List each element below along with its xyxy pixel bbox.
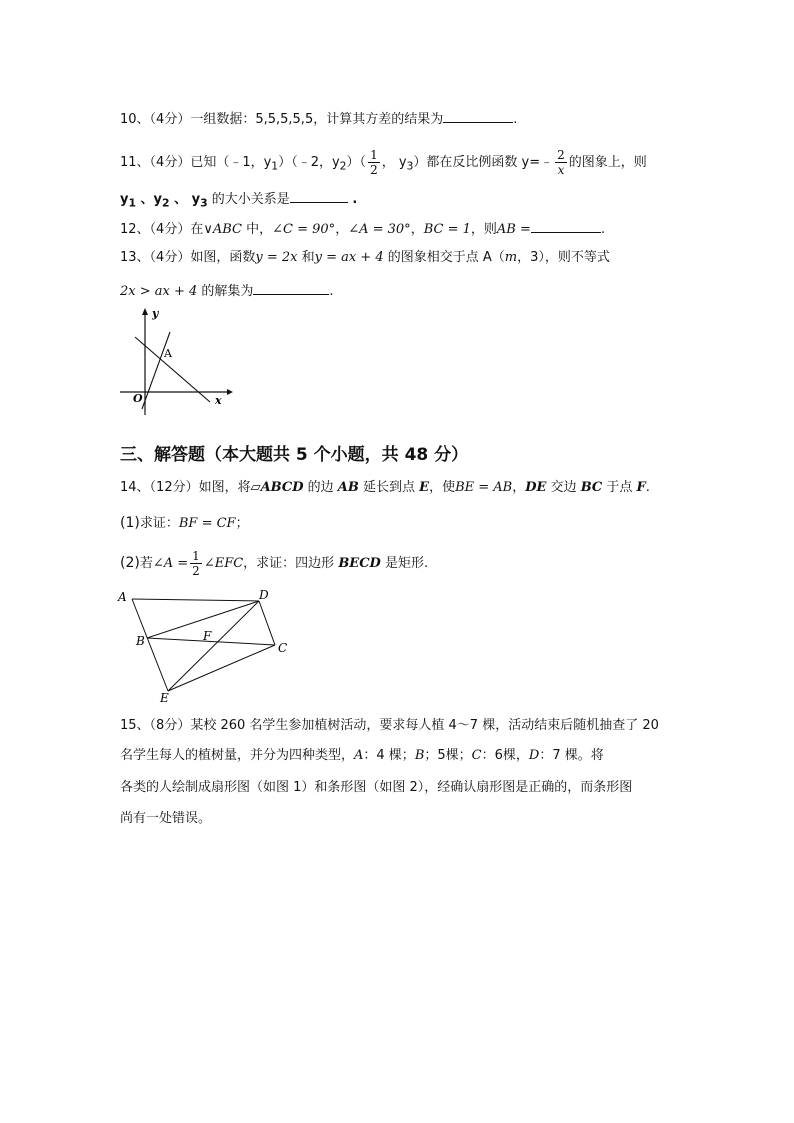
q13-graph-figure [115, 305, 240, 415]
question-10: 10、（4分）一组数据：5,5,5,5,5，计算其方差的结果为 . [120, 108, 517, 130]
question-text: 一组数据：5,5,5,5,5，计算其方差的结果为 [190, 112, 444, 127]
fraction-one-half: $\frac{1}{2}$ [370, 148, 378, 177]
line-y-2x [142, 332, 170, 409]
label-f: F [203, 629, 212, 643]
question-15-line-2: 名学生每人的植树量，并分为四种类型，A：4 棵；B；5棵；C：6棵，D：7 棵。将 [120, 748, 604, 763]
question-11: 11、（4分）已知（﹣1，$y_1)(﹣2$，$y_2$）（ $\frac{1}{2}$ ， $y_3$）都在反比例函数 y=﹣ $\frac{2}{x}$ 的图象上，则 [120, 148, 647, 177]
segment-ed [168, 601, 259, 691]
question-15-line-3: 各类的人绘制成扇形图（如图 1）和条形图（如图 2），经确认扇形图是正确的，而条形图 [120, 780, 633, 795]
label-d: D [259, 588, 269, 602]
question-number: 13、（4分） [120, 250, 191, 265]
question-14-part-1: (1)求证：BF = CF； [120, 515, 249, 531]
x-axis-arrow [227, 389, 233, 395]
label-c: C [278, 641, 288, 655]
q14-parallelogram-figure [112, 585, 302, 705]
question-13: 13、（4分）如图，函数y = 2x 和y = ax + 4 的图象相交于点 A（m，3），则不等式 [120, 250, 610, 265]
question-14: 14、（12分）如图，将▱ABCD 的边 AB 延长到点 E，使BE = AB，DE 交边 BC 于点 F. [120, 480, 650, 495]
origin-label: O [133, 392, 143, 405]
question-number: 15、（8分） [120, 718, 191, 733]
answer-blank [443, 108, 513, 123]
fraction-one-half: $\frac{1}{2}$ [192, 549, 200, 578]
section-title: 三、解答题（本大题共 5 个小题，共 48 分） [120, 445, 469, 465]
label-b: B [136, 634, 145, 648]
question-number: 11、（4分） [120, 155, 191, 170]
fraction-two-over-x: $\frac{2}{x}$ [557, 148, 565, 177]
question-14-part-2: (2)若∠A = $\frac{1}{2}$ ∠EFC，求证：四边形 BECD 是矩形. [120, 549, 429, 578]
y-axis-arrow [142, 308, 148, 315]
segment-ad [132, 599, 259, 601]
question-11-line-2: $y_1$ 、$y_2$ 、 $y_3$ 的大小关系是 . [120, 188, 357, 214]
x-axis-label: x [215, 394, 222, 407]
question-15: 15、（8分）某校 260 名学生参加植树活动，要求每人植 4～7 棵，活动结束后随机抽查了 20 [120, 718, 659, 733]
answer-blank [531, 218, 601, 233]
question-number: 10、（4分） [120, 112, 191, 127]
answer-blank [290, 188, 348, 203]
answer-blank [253, 280, 329, 295]
question-13-line-2: 2x > ax + 4 的解集为 . [120, 280, 334, 302]
question-number: 14、（12分） [120, 480, 199, 495]
y-axis-label: y [152, 307, 159, 320]
question-12: 12、（4分）在∨ABC 中，∠C = 90°，∠A = 30°，BC = 1，则AB = . [120, 218, 605, 240]
segment-dc [259, 601, 275, 645]
question-15-line-4: 尚有一处错误。 [120, 811, 212, 826]
point-a-label: A [164, 347, 172, 360]
segment-ec [168, 645, 275, 691]
label-a: A [118, 590, 127, 604]
question-number: 12、（4分） [120, 222, 191, 237]
label-e: E [160, 691, 169, 705]
